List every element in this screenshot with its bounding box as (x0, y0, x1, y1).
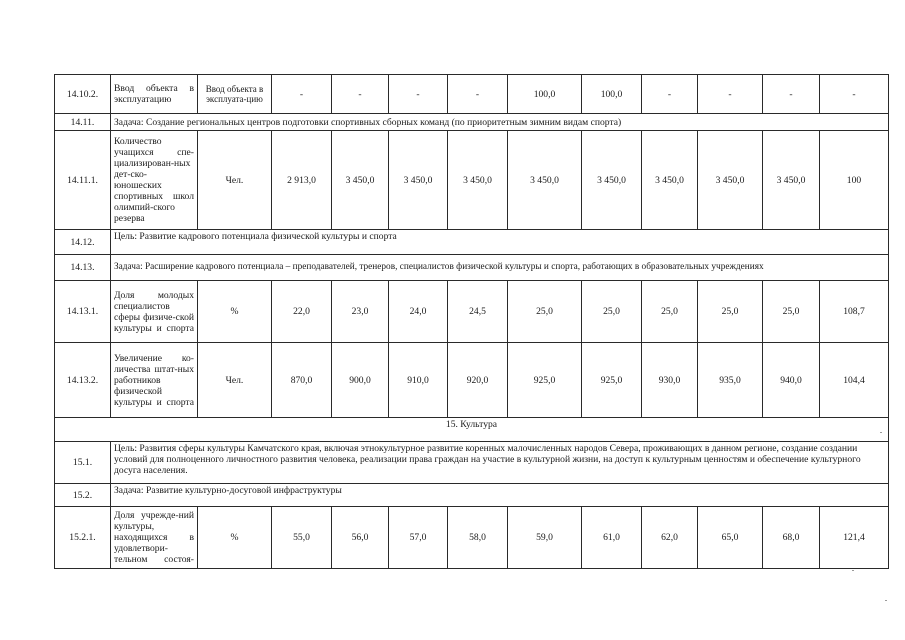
row-code: 15.2.1. (55, 507, 111, 569)
value-cell: 25,0 (508, 281, 582, 343)
value-cell: 25,0 (582, 281, 642, 343)
table-row (55, 255, 889, 281)
value-cell: 3 450,0 (448, 131, 508, 230)
value-cell: 108,7 (820, 281, 889, 343)
value-cell: 61,0 (582, 507, 642, 569)
value-cell: 920,0 (448, 343, 508, 418)
table-row (55, 442, 889, 484)
value-cell: 930,0 (642, 343, 698, 418)
unit-cell: Ввод объекта в эксплуата-цию (198, 75, 272, 114)
row-code: 15.1. (55, 442, 111, 484)
value-cell: 57,0 (389, 507, 448, 569)
table-row (55, 131, 889, 230)
value-cell: - (698, 75, 763, 114)
task-text: Задача: Развитие культурно-досуговой инфраструктуры (111, 484, 889, 507)
value-cell: - (763, 75, 820, 114)
indicator-name: Количество учащихся спе-циализирован-ных дет-ско-юношеских спортивных школ олимпий-ского резерва (111, 131, 198, 230)
value-cell: 121,4 (820, 507, 889, 569)
value-cell: - (820, 75, 889, 114)
value-cell: 22,0 (272, 281, 332, 343)
row-code: 14.11. (55, 114, 111, 131)
task-text: Задача: Создание региональных центров подготовки спортивных сборных команд (по приоритетным зимним видам спорта) (111, 114, 889, 131)
value-cell: 65,0 (698, 507, 763, 569)
value-cell: 3 450,0 (508, 131, 582, 230)
scan-speck (852, 570, 854, 571)
value-cell: 104,4 (820, 343, 889, 418)
value-cell: 25,0 (763, 281, 820, 343)
value-cell: 25,0 (642, 281, 698, 343)
value-cell: 100,0 (582, 75, 642, 114)
value-cell: 3 450,0 (332, 131, 389, 230)
unit-cell: Чел. (198, 131, 272, 230)
value-cell: 3 450,0 (763, 131, 820, 230)
table-row (55, 484, 889, 507)
indicators-table (54, 74, 889, 569)
indicator-name: Увеличение ко-личества штат-ных работников физической культуры и спорта (111, 343, 198, 418)
scan-speck (885, 600, 887, 601)
value-cell: 935,0 (698, 343, 763, 418)
value-cell: 24,5 (448, 281, 508, 343)
unit-cell: % (198, 507, 272, 569)
value-cell: 23,0 (332, 281, 389, 343)
value-cell: 3 450,0 (582, 131, 642, 230)
value-cell: 59,0 (508, 507, 582, 569)
value-cell: 940,0 (763, 343, 820, 418)
indicator-name: Ввод объекта в эксплуатацию (111, 75, 198, 114)
row-code: 14.10.2. (55, 75, 111, 114)
value-cell: 3 450,0 (642, 131, 698, 230)
row-code: 14.11.1. (55, 131, 111, 230)
scan-speck (880, 432, 882, 433)
value-cell: 58,0 (448, 507, 508, 569)
value-cell: 925,0 (582, 343, 642, 418)
value-cell: 870,0 (272, 343, 332, 418)
row-code: 14.13.2. (55, 343, 111, 418)
value-cell: 55,0 (272, 507, 332, 569)
goal-text: Цель: Развитие кадрового потенциала физической культуры и спорта (111, 230, 889, 255)
task-text: Задача: Расширение кадрового потенциала – преподавателей, тренеров, специалистов физической культуры и спорта, работающих в образовательных учреждениях (111, 255, 889, 281)
value-cell: 62,0 (642, 507, 698, 569)
row-code: 15.2. (55, 484, 111, 507)
value-cell: - (642, 75, 698, 114)
table-row (55, 281, 889, 343)
value-cell: 25,0 (698, 281, 763, 343)
value-cell: - (272, 75, 332, 114)
value-cell: - (448, 75, 508, 114)
row-code: 14.12. (55, 230, 111, 255)
table-row (55, 507, 889, 569)
value-cell: 24,0 (389, 281, 448, 343)
row-code: 14.13. (55, 255, 111, 281)
value-cell: 56,0 (332, 507, 389, 569)
value-cell: 2 913,0 (272, 131, 332, 230)
row-code: 14.13.1. (55, 281, 111, 343)
goal-text: Цель: Развития сферы культуры Камчатского края, включая этнокультурное развитие коренных малочисленных народов Севера, проживающих в данном регионе, создание создании условий для полноценного личностного развития человека, реализации права граждан на участие в культурной жизни, на доступ к культурным ценностям и обеспечение культурного досуга населения. (111, 442, 889, 484)
unit-cell: Чел. (198, 343, 272, 418)
value-cell: 3 450,0 (698, 131, 763, 230)
value-cell: 3 450,0 (389, 131, 448, 230)
value-cell: 900,0 (332, 343, 389, 418)
table-row (55, 75, 889, 114)
section-heading: 15. Культура (55, 418, 889, 442)
unit-cell: % (198, 281, 272, 343)
value-cell: 925,0 (508, 343, 582, 418)
value-cell: - (389, 75, 448, 114)
indicator-name: Доля молодых специалистов сферы физиче-ской культуры и спорта (111, 281, 198, 343)
value-cell: - (332, 75, 389, 114)
table-row (55, 114, 889, 131)
value-cell: 68,0 (763, 507, 820, 569)
table-row (55, 343, 889, 418)
value-cell: 910,0 (389, 343, 448, 418)
value-cell: 100,0 (508, 75, 582, 114)
indicator-name: Доля учрежде-ний культуры, находящихся в удовлетвори-тельном состоя- (111, 507, 198, 569)
value-cell: 100 (820, 131, 889, 230)
table-row (55, 418, 889, 442)
table-row (55, 230, 889, 255)
